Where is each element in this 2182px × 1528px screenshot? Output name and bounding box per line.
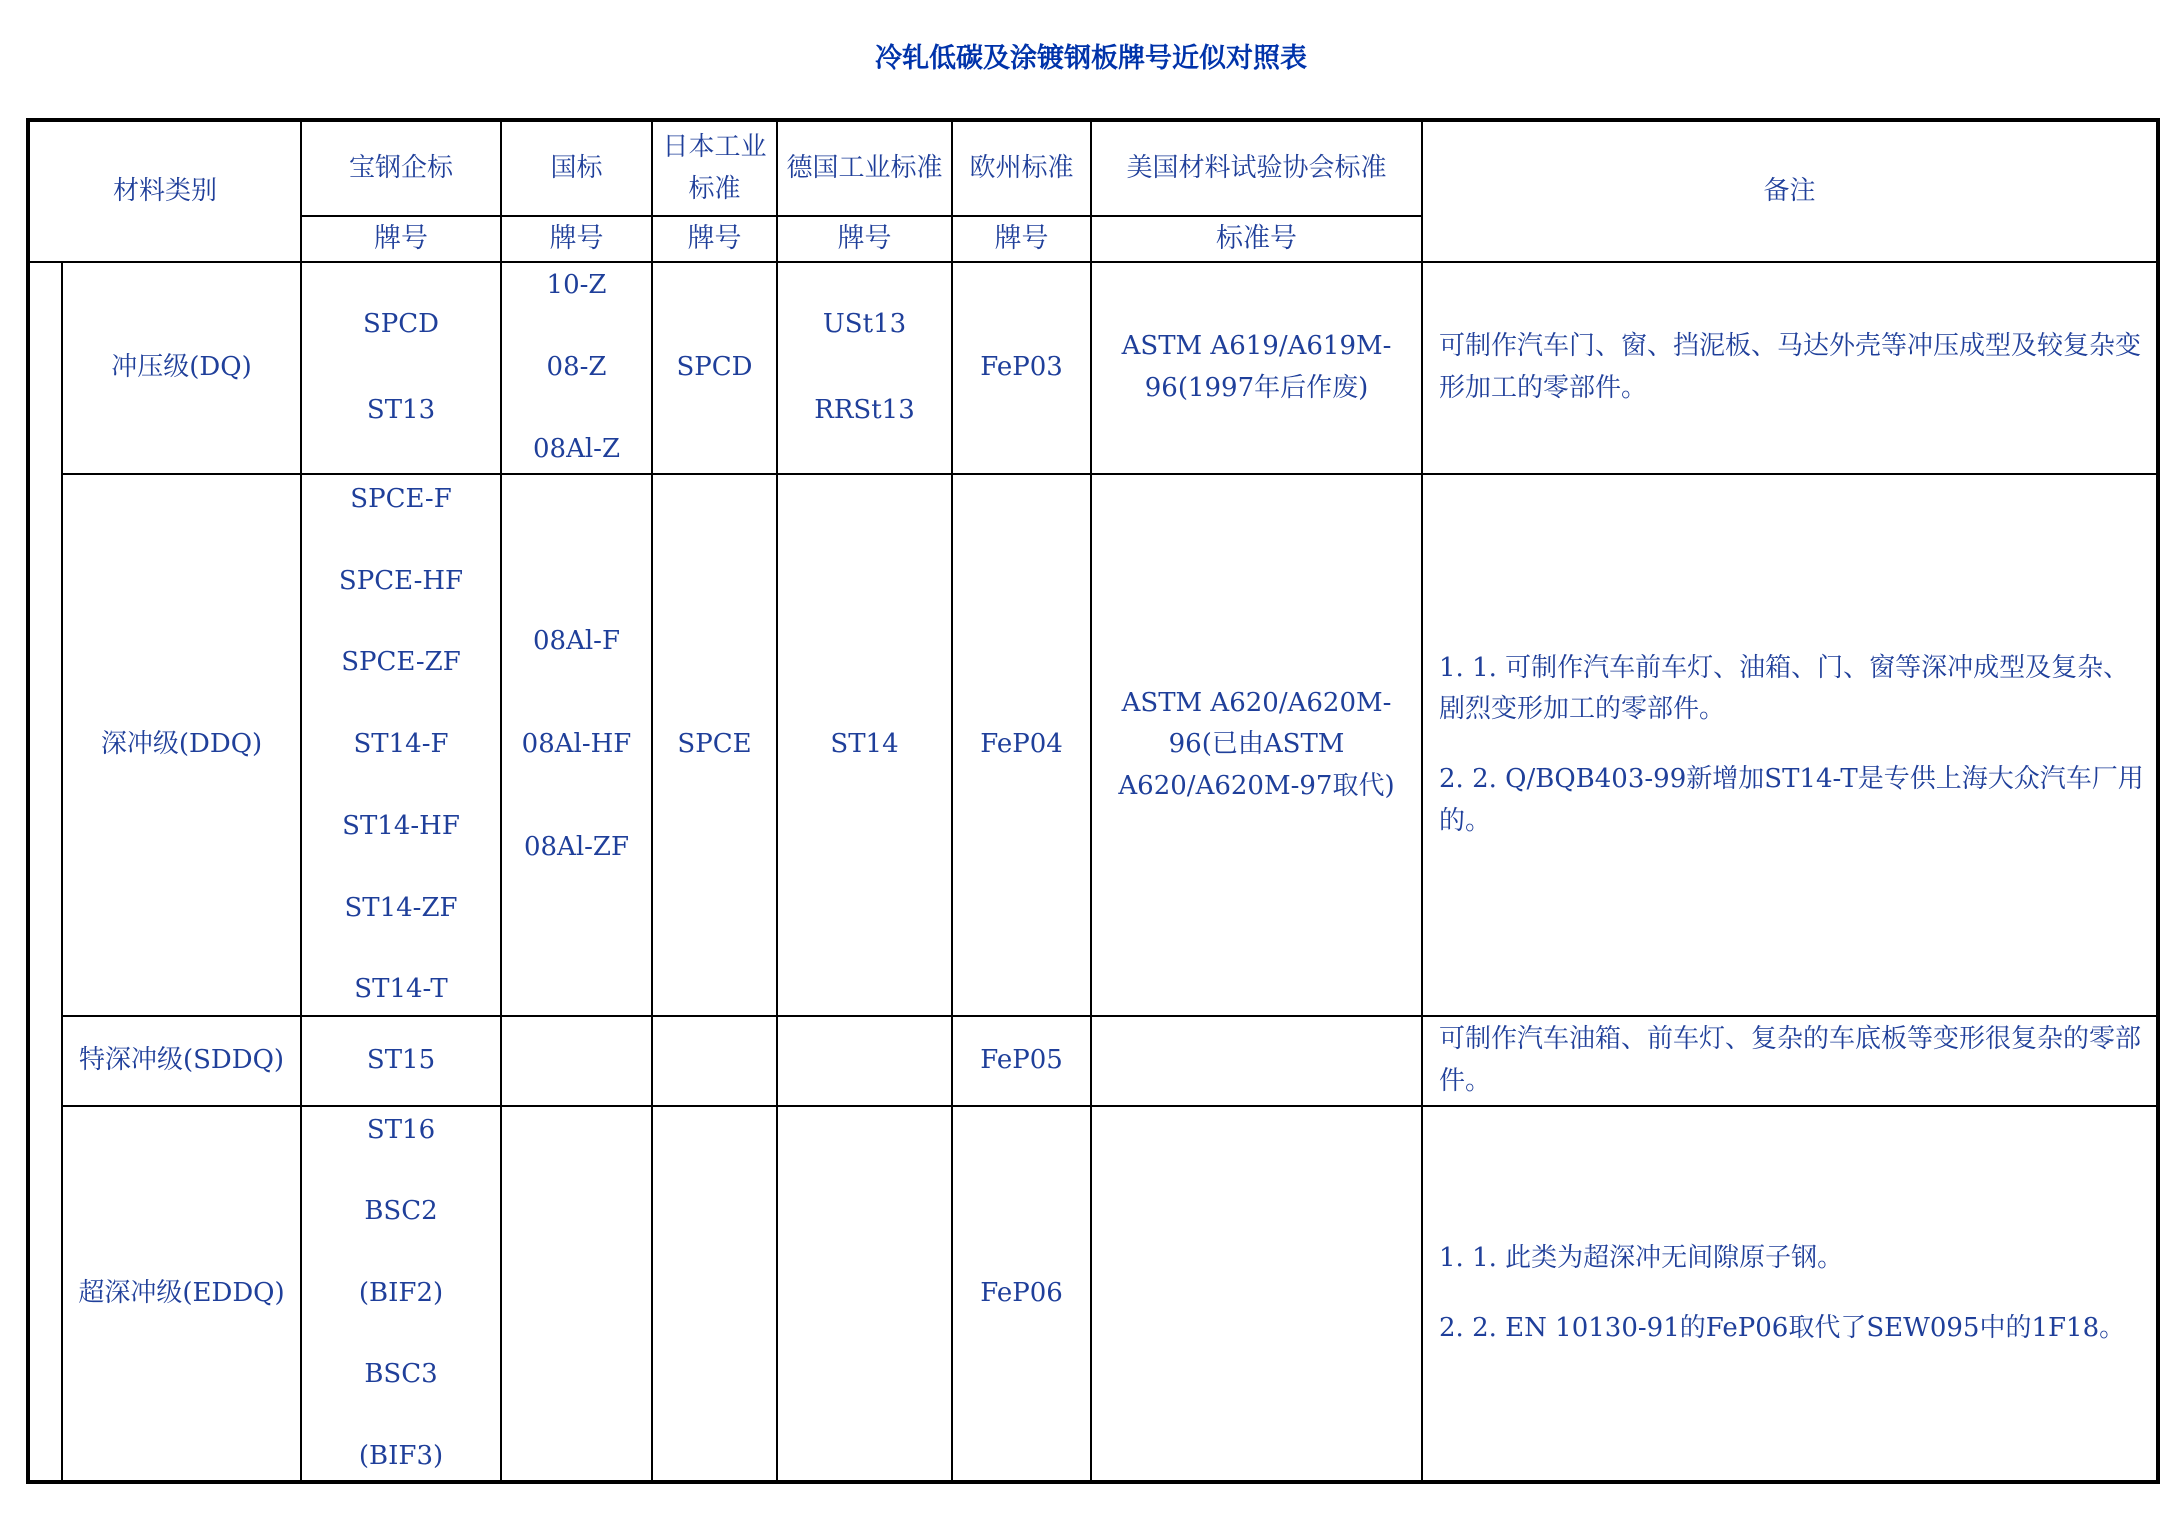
header-grade-gb: 牌号 [501,216,652,262]
grade-item: SPCE-ZF [341,647,461,678]
remark-text: 可制作汽车门、窗、挡泥板、马达外壳等冲压成型及较复杂变形加工的零部件。 [1439,331,2142,403]
astm-cell: ASTM A619/A619M-96(1997年后作废) [1091,262,1422,474]
jis-cell: SPCE [652,474,777,1016]
grade-item: ST16 [366,1114,436,1145]
category-cell: 冲压级(DQ) [62,262,301,474]
grade-item: (BIF3) [358,1440,444,1471]
header-din: 德国工业标准 [777,120,952,216]
grade-item: USt13 [822,309,907,340]
table-row-eddq [28,1106,2158,1482]
category-cell: 超深冲级(EDDQ) [62,1106,301,1482]
header-std-no-astm: 标准号 [1091,216,1422,262]
header-grade-baosteel: 牌号 [301,216,501,262]
astm-cell [1091,1106,1422,1482]
steel-grade-comparison-table [26,118,2160,1484]
category-cell: 深冲级(DDQ) [62,474,301,1016]
din-cell [777,1016,952,1106]
remark-text: 可制作汽车油箱、前车灯、复杂的车底板等变形很复杂的零部件。 [1439,1024,2142,1096]
remark-cell [1422,1016,2158,1106]
gb-cell [501,262,652,474]
grade-item: (BIF2) [358,1277,444,1308]
remark-cell [1422,262,2158,474]
en-cell: FeP03 [952,262,1091,474]
table-row-dq [28,262,2158,474]
header-astm: 美国材料试验协会标准 [1091,120,1422,216]
grade-item: ST15 [366,1045,436,1076]
header-remark: 备注 [1422,120,2158,262]
gb-cell [501,1106,652,1482]
jis-cell: SPCD [652,262,777,474]
en-cell: FeP04 [952,474,1091,1016]
header-gb: 国标 [501,120,652,216]
grade-item: 08Al-ZF [523,832,630,863]
grade-item: BSC3 [364,1359,438,1390]
grade-item: ST14-ZF [344,892,458,923]
grade-item: ST14-T [354,974,448,1005]
grade-item: SPCE-HF [338,565,464,596]
astm-cell [1091,1016,1422,1106]
header-baosteel: 宝钢企标 [301,120,501,216]
header-grade-din: 牌号 [777,216,952,262]
grade-item: SPCE-F [350,484,452,514]
grade-item: 10-Z [546,270,607,300]
grade-item: 08Al-Z [533,434,621,465]
grade-item: ST14-HF [342,810,460,841]
grade-item: 08Al-F [533,626,621,656]
grade-item: RRSt13 [814,395,915,426]
remark-cell [1422,1106,2158,1482]
din-cell [777,474,952,1016]
remark-text: 2. 2. Q/BQB403-99新增加ST14-T是专供上海大众汽车厂用的。 [1439,764,2144,836]
category-group-spacer [28,262,62,1482]
remark-cell [1422,474,2158,1016]
en-cell: FeP05 [952,1016,1091,1106]
din-cell [777,262,952,474]
table-row-sddq [28,1016,2158,1106]
category-cell: 特深冲级(SDDQ) [62,1016,301,1106]
jis-cell [652,1016,777,1106]
baosteel-cell [301,262,501,474]
jis-cell [652,1106,777,1482]
grade-item: 08-Z [546,352,607,383]
document-title: 冷轧低碳及涂镀钢板牌号近似对照表 [875,43,1307,74]
baosteel-cell [301,1016,501,1106]
remark-text: 1. 1. 可制作汽车前车灯、油箱、门、窗等深冲成型及复杂、剧烈变形加工的零部件。 [1439,652,2130,725]
grade-item: ST13 [366,395,436,426]
header-grade-jis: 牌号 [652,216,777,262]
header-category: 材料类别 [28,120,301,262]
grade-item: SPCD [362,309,440,340]
header-jis: 日本工业标准 [652,120,777,216]
din-cell [777,1106,952,1482]
grade-item: BSC2 [364,1196,438,1227]
table-row-ddq [28,474,2158,1016]
grade-item: ST14-F [353,729,449,760]
header-grade-en: 牌号 [952,216,1091,262]
en-cell: FeP06 [952,1106,1091,1482]
grade-item: 08Al-HF [521,729,632,760]
remark-text: 2. 2. EN 10130-91的FeP06取代了SEW095中的1F18。 [1439,1312,2126,1343]
gb-cell [501,1016,652,1106]
baosteel-cell [301,474,501,1016]
header-row-1 [28,120,2158,216]
grade-item: ST14 [830,729,899,760]
remark-text: 1. 1. 此类为超深冲无间隙原子钢。 [1439,1242,1844,1273]
header-en: 欧州标准 [952,120,1091,216]
baosteel-cell [301,1106,501,1482]
astm-cell: ASTM A620/A620M-96(已由ASTM A620/A620M-97取代) [1091,474,1422,1016]
gb-cell [501,474,652,1016]
